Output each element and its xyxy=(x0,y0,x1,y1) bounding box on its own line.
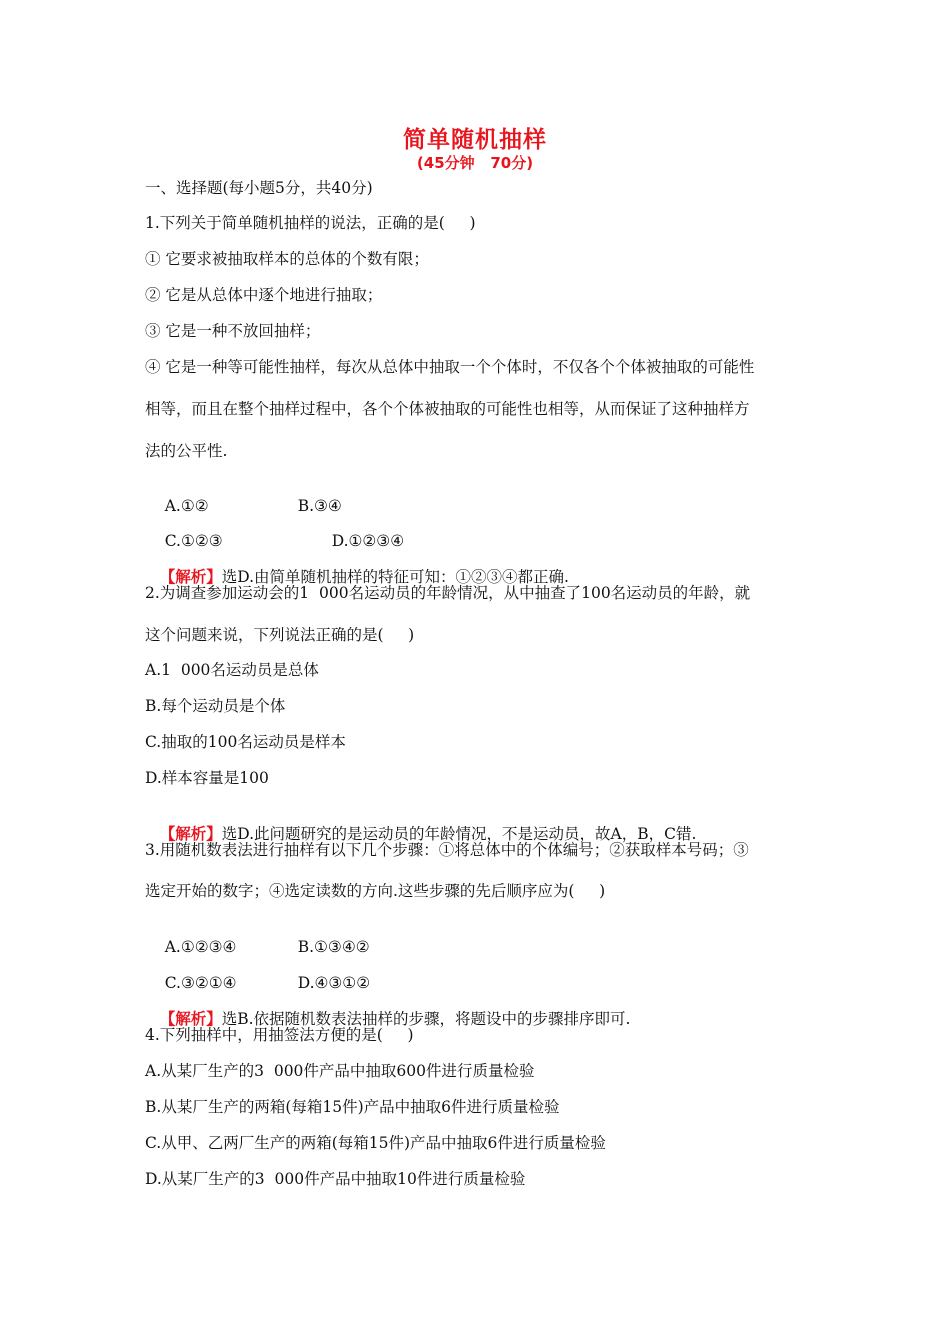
q3-option-a: A.①②③④ xyxy=(164,938,237,956)
page-title: 简单随机抽样 xyxy=(403,127,547,153)
q2-stem-line-2: 这个问题来说，下列说法正确的是( ) xyxy=(145,626,415,644)
q1-option-b: B.③④ xyxy=(297,497,342,515)
q4-option-d: D.从某厂生产的3 000件产品中抽取10件进行质量检验 xyxy=(145,1170,526,1188)
q4-option-a: A.从某厂生产的3 000件产品中抽取600件进行质量检验 xyxy=(145,1062,535,1080)
q2-option-a: A.1 000名运动员是总体 xyxy=(145,661,319,679)
q2-option-c: C.抽取的100名运动员是样本 xyxy=(145,733,346,751)
q3-option-c: C.③②①④ xyxy=(164,974,237,992)
q4-option-c: C.从甲、乙两厂生产的两箱(每箱15件)产品中抽取6件进行质量检验 xyxy=(145,1134,606,1152)
q1-statement-3: ③ 它是一种不放回抽样； xyxy=(145,322,321,340)
q1-option-a: A.①② xyxy=(164,497,209,515)
q4-stem: 4.下列抽样中，用抽签法方便的是( ) xyxy=(145,1026,414,1044)
q2-option-d: D.样本容量是100 xyxy=(145,769,269,787)
q2-solution-text: 选D.此问题研究的是运动员的年龄情况，不是运动员，故A，B，C错. xyxy=(221,825,697,843)
q1-option-c: C.①②③ xyxy=(164,532,223,550)
q1-solution-text: 选D.由简单随机抽样的特征可知：①②③④都正确. xyxy=(221,568,569,586)
solution-tag: 【解析】 xyxy=(159,1009,222,1028)
q3-stem-line-1: 3.用随机数表法进行抽样有以下几个步骤：①将总体中的个体编号；②获取样本号码；③ xyxy=(145,841,749,859)
q2-stem-line-1: 2.为调查参加运动会的1 000名运动员的年龄情况，从中抽查了100名运动员的年龄，就 xyxy=(145,584,751,602)
q1-statement-4-line-1: ④ 它是一种等可能性抽样，每次从总体中抽取一个个体时，不仅各个个体被抽取的可能性 xyxy=(145,358,755,376)
q1-statement-2: ② 它是从总体中逐个地进行抽取； xyxy=(145,286,383,304)
page-subtitle: (45分钟 70分) xyxy=(416,154,534,172)
q1-statement-4-line-3: 法的公平性. xyxy=(145,442,228,460)
q2-option-b: B.每个运动员是个体 xyxy=(145,697,286,715)
q3-option-b: B.①③④② xyxy=(297,938,370,956)
q3-solution-text: 选B.依据随机数表法抽样的步骤，将题设中的步骤排序即可. xyxy=(221,1010,631,1028)
q3-stem-line-2: 选定开始的数字；④选定读数的方向.这些步骤的先后顺序应为( ) xyxy=(145,882,606,900)
q3-option-d: D.④③①② xyxy=(297,974,371,992)
q1-option-d: D.①②③④ xyxy=(331,532,405,550)
q4-option-b: B.从某厂生产的两箱(每箱15件)产品中抽取6件进行质量检验 xyxy=(145,1098,560,1116)
q1-statement-1: ① 它要求被抽取样本的总体的个数有限； xyxy=(145,250,429,268)
solution-tag: 【解析】 xyxy=(159,824,222,843)
solution-tag: 【解析】 xyxy=(159,567,222,586)
q1-statement-4-line-2: 相等，而且在整个抽样过程中，各个个体被抽取的可能性也相等，从而保证了这种抽样方 xyxy=(145,400,750,418)
section-heading: 一、选择题(每小题5分，共40分) xyxy=(145,179,373,197)
q1-stem: 1.下列关于简单随机抽样的说法，正确的是( ) xyxy=(145,214,476,232)
